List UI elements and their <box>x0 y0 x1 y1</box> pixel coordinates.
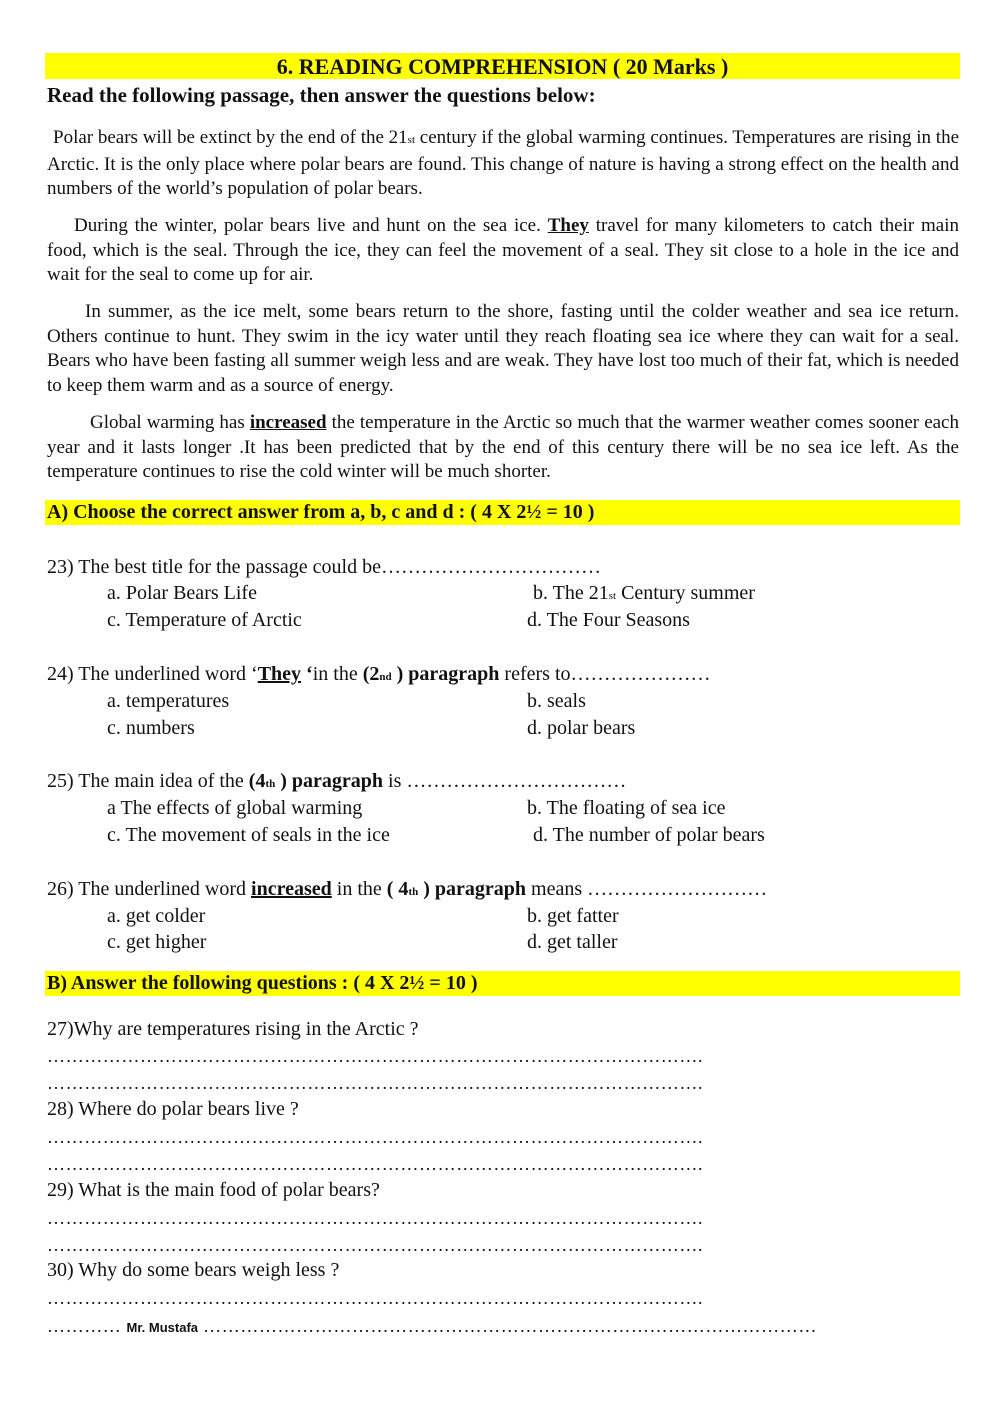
answer-line[interactable]: ……………………………………………………………………………………………. <box>47 1235 704 1255</box>
answer-line[interactable]: ……………………………………………………………………………………………. <box>47 1073 704 1093</box>
q25-option-b[interactable]: b. The floating of sea ice <box>527 797 726 819</box>
q26-option-c[interactable]: c. get higher <box>107 931 207 953</box>
question-25: 25) The main idea of the (4th ) paragraph is …………………………… <box>47 770 627 792</box>
q26-option-d[interactable]: d. get taller <box>527 931 618 953</box>
answer-line[interactable]: ……………………………………………………………………………………………. <box>47 1288 704 1308</box>
instruction: Read the following passage, then answer the questions below: <box>47 83 596 107</box>
answer-line[interactable]: ……………………………………………………………………………………………. <box>47 1208 704 1228</box>
section-title: 6. READING COMPREHENSION ( 20 Marks ) <box>276 54 729 79</box>
passage-paragraph-3: In summer, as the ice melt, some bears return to the shore, fasting until the colder weather and sea ice return. Others continue to hunt. They swim in the icy water until they reach floating sea ice where they can wait for a seal. Bears who have been fasting all summer weigh less and are weak. They have lost too much of their fat, which is needed to keep them warm and as a source of energy. <box>47 301 959 396</box>
author-name: Mr. Mustafa <box>126 1320 199 1335</box>
q25-option-d[interactable]: d. The number of polar bears <box>533 824 765 846</box>
passage-paragraph-1: Polar bears will be extinct by the end of the 21st century if the global warming continues. Temperatures are rising in the Arctic. It is the only place where polar bears are found. This change of nature is having a strong effect on the health and numbers of the world’s population of polar bears. <box>47 127 959 199</box>
question-23: 23) The best title for the passage could be…………………………… <box>47 556 601 578</box>
q24-option-c[interactable]: c. numbers <box>107 717 195 739</box>
question-30: 30) Why do some bears weigh less ? <box>47 1259 340 1281</box>
question-26: 26) The underlined word increased in the ( 4th ) paragraph means ……………………… <box>47 878 768 900</box>
passage-paragraph-2: During the winter, polar bears live and hunt on the sea ice. They travel for many kilometers to catch their main food, which is the seal. Through the ice, they can feel the movement of a seal. They sit close to a hole in the ice and wait for the seal to come up for air. <box>47 215 959 285</box>
passage-paragraph-4: Global warming has increased the temperature in the Arctic so much that the warmer weather comes sooner each year and it lasts longer .It has been predicted that by the end of this century there will be no sea ice left. As the temperature continues to rise the cold winter will be much shorter. <box>47 412 959 482</box>
answer-line[interactable]: ……………………………………………………………………………………………. <box>47 1127 704 1147</box>
underlined-word-increased: increased <box>249 412 327 433</box>
q24-option-d[interactable]: d. polar bears <box>527 717 636 739</box>
underlined-word-they: They <box>547 215 589 236</box>
q23-option-c[interactable]: c. Temperature of Arctic <box>107 609 302 631</box>
q26-option-a[interactable]: a. get colder <box>107 905 206 927</box>
q24-option-b[interactable]: b. seals <box>527 690 586 712</box>
q23-option-d[interactable]: d. The Four Seasons <box>527 609 690 631</box>
q24-option-a[interactable]: a. temperatures <box>107 690 230 712</box>
section-b-heading: B) Answer the following questions : ( 4 X 2½ = 10 ) <box>47 972 478 994</box>
footer: ………… Mr. Mustafa ……………………………………………………………………………………… <box>47 1316 817 1336</box>
q23-option-a[interactable]: a. Polar Bears Life <box>107 582 257 604</box>
question-28: 28) Where do polar bears live ? <box>47 1098 299 1120</box>
answer-line[interactable]: ……………………………………………………………………………………………. <box>47 1154 704 1174</box>
question-24: 24) The underlined word ‘They ‘in the (2nd ) paragraph refers to………………… <box>47 663 711 685</box>
answer-line[interactable]: ……………………………………………………………………………………………. <box>47 1046 704 1066</box>
question-27: 27)Why are temperatures rising in the Arctic ? <box>47 1018 419 1040</box>
q25-option-c[interactable]: c. The movement of seals in the ice <box>107 824 390 846</box>
question-29: 29) What is the main food of polar bears? <box>47 1179 380 1201</box>
q23-option-b[interactable]: b. The 21st Century summer <box>533 582 755 604</box>
q25-option-a[interactable]: a The effects of global warming <box>107 797 363 819</box>
section-a-heading: A) Choose the correct answer from a, b, c and d : ( 4 X 2½ = 10 ) <box>47 501 595 523</box>
q26-option-b[interactable]: b. get fatter <box>527 905 619 927</box>
